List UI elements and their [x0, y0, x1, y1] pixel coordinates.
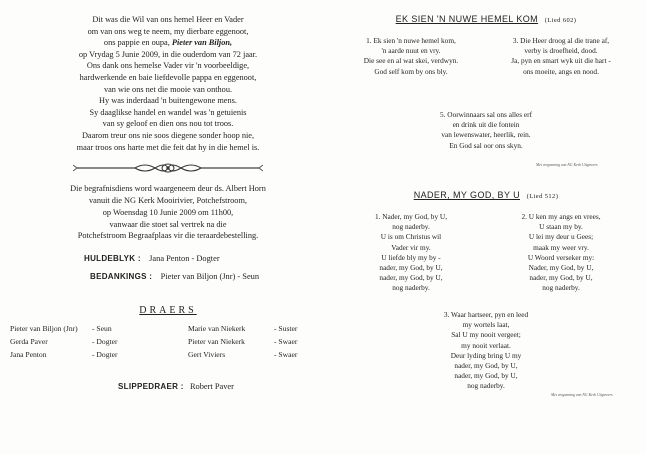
left-column [10, 8, 326, 391]
tribute-row [10, 254, 326, 263]
hymn1-title-row [336, 14, 636, 24]
hymn2-verse-2: 2. U ken my angs en vrees, U staan my by. U lei my deur u Gees; maak my weer vry. U Woord verseker my: Nader, my God, by U, nader, my God, by U, nog naderby. [521, 212, 601, 293]
intro-line: van wie ons net die mooie van onthou. [103, 84, 233, 94]
pallbearer-name: Gerda Paver [10, 337, 48, 347]
hymn2-verse-3: 3. Waar hartseer, pyn en leed my wortels laat, Sal U my nooit vergeet; my nooit verlaat. Deur lyding bring U my nader, my God, by U, nader, my God, by U, nog naderby. [443, 310, 529, 391]
hymn2-number: (Lied 512) [526, 193, 559, 200]
pallbearers-list [10, 324, 326, 366]
tribute-label: HULDEBLYK : [84, 254, 141, 264]
intro-line: Sy daaglikse handel en wandel was 'n getuienis [89, 107, 247, 117]
funeral-line: vanuit die NG Kerk Mooirivier, Potchefstroom, [89, 195, 247, 205]
pallbearer-relation: - Seun [92, 324, 112, 334]
intro-line: Ons dank ons hemelse Vader vir 'n voorbeeldige, [86, 61, 250, 71]
intro-line: van sy geloof en dien ons nou tot troos. [102, 119, 234, 129]
pallbearers-title: DRAERS [139, 305, 197, 317]
hymn2-title: NADER, MY GOD, BY U [413, 190, 520, 200]
pallbearer-name: Jana Penton [10, 350, 47, 360]
intro-line: hardwerkende en baie liefdevolle pappa en eggenoot, [79, 72, 257, 82]
deceased-name: Pieter van Biljon, [171, 38, 233, 48]
intro-line: maar troos ons harte met die feit dat hy in die hemel is. [76, 142, 260, 152]
pallbearer-name: Marie van Niekerk [188, 324, 246, 334]
pall-carrier-row [10, 382, 326, 391]
hymn1-number: (Lied 602) [544, 17, 577, 24]
pallbearer-relation: - Dogter [92, 337, 118, 347]
funeral-line: Potchefstroom Begraafplaas vir die teraardebestelling. [77, 231, 259, 241]
thanks-label: BEDANKINGS : [90, 272, 153, 282]
hymn2-verse-1: 1. Nader, my God, by U, nog naderby. U is om Christus wil Vader vir my. U liefde bly my by - nader, my God, by U, nader, my God, by U, nog naderby. [374, 212, 448, 293]
obituary-text [10, 14, 326, 153]
thanks-value: Pieter van Biljon (Jnr) - Seun [160, 272, 260, 282]
pall-carrier-label: SLIPPEDRAER : [118, 382, 184, 392]
funeral-service-details [10, 183, 326, 242]
hymn1-verse-3: 3. Die Heer droog al die trane af, verby is droefheid, dood. Ja, pyn en smart wyk uit die hart - ons moeite, angs en nood. [511, 36, 611, 76]
funeral-line: vanwaar die stoet sal vertrek na die [109, 219, 227, 229]
hymn1-verse-1: 1. Ek sien 'n nuwe hemel kom, 'n aarde nuut en vry. Die see en al wat skei, verdwyn. God self kom by ons bly. [363, 36, 459, 76]
right-column [336, 8, 636, 428]
pallbearer-relation: - Dogter [92, 350, 118, 360]
intro-line: ons pappie en oupa, Pieter van Biljon, [103, 38, 233, 48]
thanks-row [10, 272, 326, 281]
intro-line: Dit was die Wil van ons hemel Heer en Vader [92, 15, 244, 24]
intro-line: op Vrydag 5 Junie 2009, in die ouderdom van 72 jaar. [78, 49, 258, 59]
decorative-divider [10, 161, 326, 175]
pallbearer-name: Pieter van Biljon (Jnr) [10, 324, 78, 334]
pallbearer-relation: - Suster [274, 324, 298, 334]
pallbearer-relation: - Swaer [274, 350, 298, 360]
intro-line: Daarom treur ons nie soos diegene sonder hoop nie, [81, 130, 255, 140]
pallbearer-name: Pieter van Niekerk [188, 337, 245, 347]
hymn2-title-row [336, 190, 636, 200]
pall-carrier-value: Robert Paver [189, 382, 234, 392]
pallbearer-relation: - Swaer [274, 337, 298, 347]
funeral-line: op Woensdag 10 Junie 2009 om 11h00, [102, 207, 234, 217]
intro-line: om van ons weg te neem, my dierbare eggenoot, [87, 26, 249, 36]
funeral-line: Die begrafnisdiens word waargeneem deur ds. Albert Horn [70, 184, 266, 194]
hymn1-title: EK SIEN 'N NUWE HEMEL KOM [395, 14, 539, 24]
tribute-value: Jana Penton - Dogter [149, 254, 220, 264]
hymn1-verses [336, 24, 636, 172]
hymn2-verses [336, 200, 636, 428]
hymn1-credit: Met vergunning van NG Kerk Uitgewers [536, 163, 598, 167]
intro-line: Hy was inderdaad 'n buitengewone mens. [99, 96, 237, 106]
pallbearer-name: Gert Viviers [188, 350, 226, 360]
hymn1-verse-5: 5. Oorwinnaars sal ons alles erf en drink uit die fontein van lewenswater, heerlik, rein. En God sal oor ons skyn. [440, 110, 532, 150]
hymn2-credit: Met vergunning van NG Kerk Uitgewers [551, 393, 613, 397]
